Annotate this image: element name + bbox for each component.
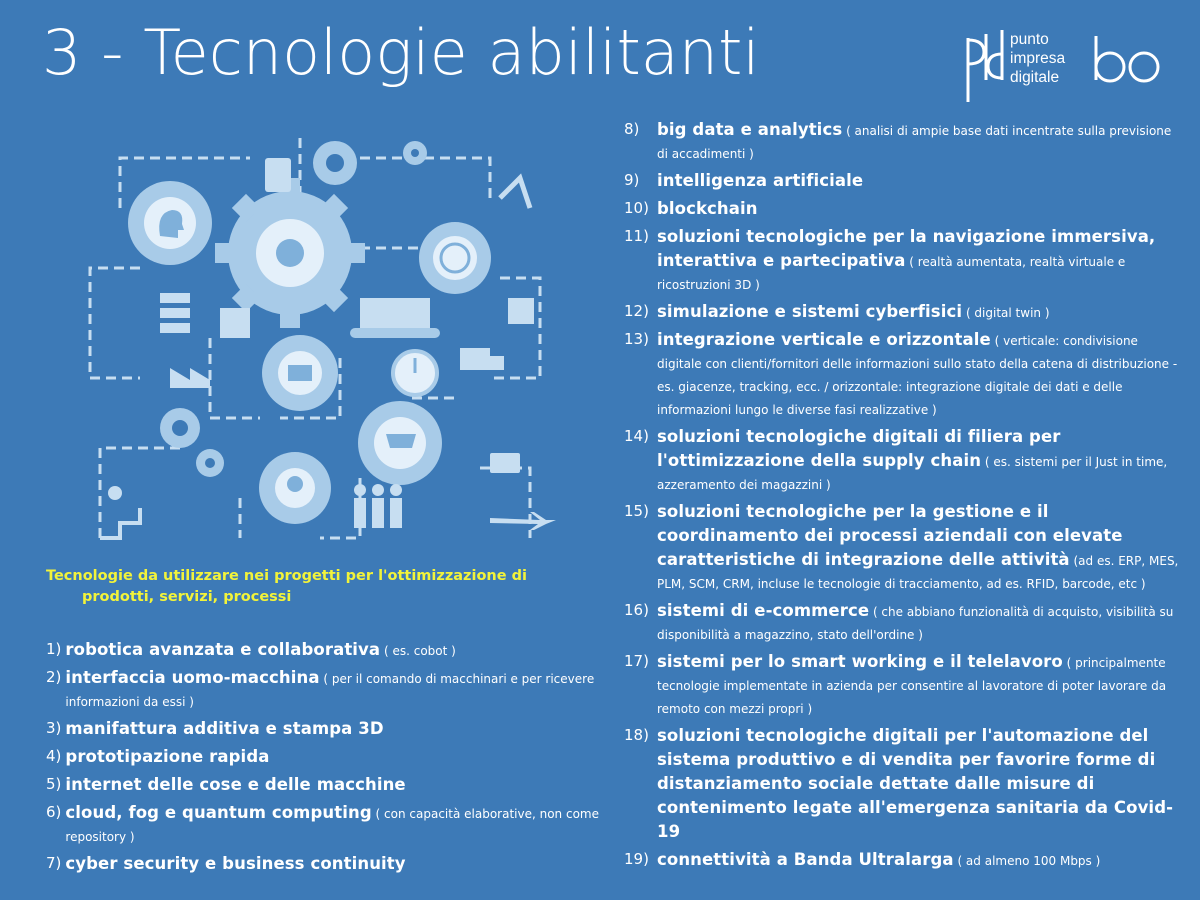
lightbulb-gear-icon	[259, 452, 331, 524]
logo-text	[1010, 30, 1065, 87]
item-note: ( principalmente tecnologie implementate in azienda per consentire al lavoratore di poter lavorare da remoto con mezzi propri )	[657, 656, 1167, 716]
intro-line1: Tecnologie da utilizzare nei progetti per l'ottimizzazione di	[46, 568, 527, 584]
bo-logo-icon	[1090, 34, 1162, 86]
mail-gear-icon	[262, 335, 338, 411]
list-item	[624, 724, 1184, 844]
item-note: ( verticale: condivisione digitale con clienti/fornitori delle informazioni sullo stato della catena di distribuzione - es. giacenze, tracking, ecc. / orizzontale: integrazione digitale dei dati e delle informazioni lungo le diverse fasi realizzative )	[657, 334, 1178, 417]
list-item	[46, 638, 601, 662]
factory-icon	[170, 368, 210, 388]
item-title: soluzioni tecnologiche per la gestione e il coordinamento dei processi aziendali con elevate caratteristiche di integrazione delle attività	[657, 502, 1123, 569]
intro-text	[46, 566, 576, 608]
ai-head-gear-icon	[128, 181, 212, 265]
list-item	[46, 666, 601, 713]
logo-text-line1: punto	[1010, 31, 1049, 48]
item-number: 17)	[624, 652, 649, 670]
item-title: integrazione verticale e orizzontale	[657, 330, 991, 349]
item-title: sistemi per lo smart working e il telelavoro	[657, 652, 1063, 671]
list-item	[624, 599, 1184, 646]
list-item	[624, 197, 1184, 221]
item-note: ( con capacità elaborative, non come repository )	[65, 807, 599, 844]
list-item	[624, 328, 1184, 421]
list-item	[46, 852, 601, 876]
list-item	[624, 300, 1184, 324]
item-title: soluzioni tecnologiche per la navigazione immersiva, interattiva e partecipativa	[657, 227, 1156, 270]
central-gear-icon	[215, 178, 365, 328]
item-note: ( ad almeno 100 Mbps )	[953, 854, 1101, 868]
item-title: robotica avanzata e collaborativa	[65, 640, 381, 659]
item-title: simulazione e sistemi cyberfisici	[657, 302, 963, 321]
list-item	[624, 848, 1184, 872]
intro-line2: prodotti, servizi, processi	[82, 589, 292, 605]
pid-logo-icon	[962, 28, 1008, 104]
list-item	[624, 650, 1184, 720]
list-item	[46, 717, 601, 741]
list-item	[46, 801, 601, 848]
item-note: ( digital twin )	[962, 306, 1050, 320]
slide-title: 3 - Tecnologie abilitanti	[42, 16, 760, 89]
truck-icon	[460, 348, 490, 370]
item-number: 1)	[46, 640, 62, 658]
item-number: 3)	[46, 719, 62, 737]
list-item	[624, 169, 1184, 193]
item-note: ( analisi di ampie base dati incentrate sulla previsione di accadimenti )	[657, 124, 1172, 161]
item-note: ( realtà aumentata, realtà virtuale e ricostruzioni 3D )	[657, 255, 1126, 292]
technology-list-right	[624, 118, 1184, 876]
item-title: soluzioni tecnologiche digitali di filiera per l'ottimizzazione della supply chain	[657, 427, 1061, 470]
item-title: intelligenza artificiale	[657, 171, 864, 190]
item-number: 18)	[624, 726, 649, 744]
item-number: 15)	[624, 502, 649, 520]
item-title: connettività a Banda Ultralarga	[657, 850, 954, 869]
credit-card-icon	[490, 453, 520, 473]
item-title: soluzioni tecnologiche digitali per l'automazione del sistema produttivo e di vendita per favorire forme di distanziamento sociale dettate dalle misure di contenimento legate all'emergenza sanitaria da Covid-19	[657, 726, 1174, 841]
industry-gears-illustration	[60, 118, 560, 558]
shopping-cart-gear-icon	[358, 401, 442, 485]
airplane-icon	[490, 512, 556, 530]
logo-text-line2: impresa	[1010, 50, 1066, 67]
item-number: 4)	[46, 747, 62, 765]
item-note: ( es. sistemi per il Just in time, azzeramento dei magazzini )	[657, 455, 1168, 492]
item-number: 10)	[624, 199, 649, 217]
punto-impresa-digitale-logo	[962, 28, 1172, 104]
item-number: 14)	[624, 427, 649, 445]
item-number: 11)	[624, 227, 649, 245]
list-item	[624, 118, 1184, 165]
item-number: 5)	[46, 775, 62, 793]
item-title: manifattura additiva e stampa 3D	[65, 719, 384, 738]
item-number: 2)	[46, 668, 62, 686]
calendar-icon	[508, 298, 534, 324]
list-item	[624, 425, 1184, 496]
list-item	[46, 745, 601, 769]
item-note: (ad es. ERP, MES, PLM, SCM, CRM, incluse le tecnologie di tracciamento, ad es. RFID, barcode, etc )	[657, 554, 1179, 591]
robot-arm-icon	[500, 178, 530, 208]
item-title: prototipazione rapida	[65, 747, 270, 766]
item-title: internet delle cose e delle macchine	[65, 775, 406, 794]
item-note: ( che abbiano funzionalità di acquisto, visibilità su disponibilità a magazzino, stato dell'ordine )	[657, 605, 1174, 642]
logo-text-line3: digitale	[1010, 69, 1060, 86]
item-note: ( es. cobot )	[380, 644, 456, 658]
item-title: sistemi di e-commerce	[657, 601, 870, 620]
item-number: 7)	[46, 854, 62, 872]
list-item	[46, 773, 601, 797]
document-icon	[265, 158, 291, 192]
team-people-icon	[354, 484, 402, 528]
item-title: big data e analytics	[657, 120, 843, 139]
server-icon	[160, 293, 190, 303]
item-number: 19)	[624, 850, 649, 868]
item-number: 13)	[624, 330, 649, 348]
person-stairs-icon	[100, 508, 140, 538]
item-number: 6)	[46, 803, 62, 821]
item-number: 16)	[624, 601, 649, 619]
list-item	[624, 500, 1184, 595]
list-item	[624, 225, 1184, 296]
item-title: blockchain	[657, 199, 758, 218]
item-number: 9)	[624, 171, 640, 189]
item-note: ( per il comando di macchinari e per ricevere informazioni da essi )	[65, 672, 595, 709]
conveyor-icon	[360, 298, 430, 328]
item-number: 8)	[624, 120, 640, 138]
globe-gear-icon	[419, 222, 491, 294]
item-title: interfaccia uomo-macchina	[65, 668, 320, 687]
item-number: 12)	[624, 302, 649, 320]
worker-desk-icon	[220, 308, 250, 338]
technology-list-left	[46, 638, 601, 880]
item-title: cloud, fog e quantum computing	[65, 803, 372, 822]
item-title: cyber security e business continuity	[65, 854, 406, 873]
